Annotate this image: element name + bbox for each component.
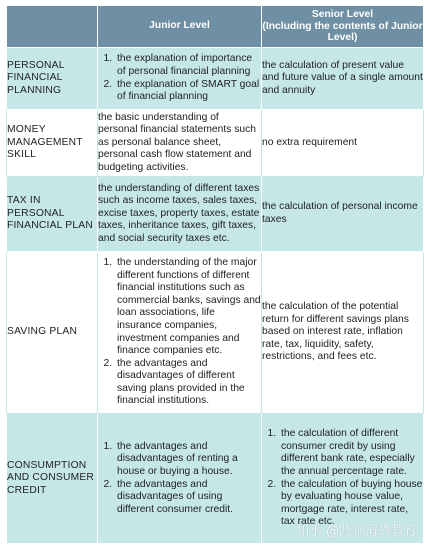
senior-cell: no extra requirement [262, 110, 424, 177]
table-row [7, 252, 424, 414]
list-item: 1. the calculation of different consumer credit by using different bank rate, especially the annual percentage rate. [279, 428, 423, 478]
header-senior-text: Senior Level (Including the contents of Junior Level) [262, 9, 423, 44]
senior-cell: the calculation of the potential return for different savings plans based on interest rate, inflation rate, tax, liquidity, safety, restrictions, and fees etc. [262, 252, 424, 414]
junior-list [98, 257, 261, 408]
list-item: 1. the understanding of the major different functions of different financial institutions such as commercial banks, savings and loan associations, life insurance companies, investment companies and finance companies etc. [115, 257, 261, 358]
table-row [7, 177, 424, 252]
topic-cell: SAVING PLAN [7, 252, 98, 414]
header-junior-level: Junior Level [98, 6, 262, 48]
senior-cell: the calculation of present value and future value of a single amount and annuity [262, 48, 424, 110]
senior-cell: the calculation of personal income taxes [262, 177, 424, 252]
topic-cell: TAX IN PERSONAL FINANCIAL PLAN [7, 177, 98, 252]
topic-cell: PERSONAL FINANCIAL PLANNING [7, 48, 98, 110]
junior-list [98, 53, 261, 103]
list-item: 2. the calculation of buying house by evaluating house value, mortgage rate, interest rate, tax rate etc. [279, 479, 423, 529]
topic-cell: MONEY MANAGEMENT SKILL [7, 110, 98, 177]
watermark: 知乎 @跨领海外教育 [296, 524, 418, 539]
header-senior-level [262, 6, 424, 48]
list-item: 2. the advantages and disadvantages of using different consumer credit. [115, 479, 261, 517]
topic-cell: CONSUMPTION AND CONSUMER CREDIT [7, 414, 98, 544]
junior-cell [98, 252, 262, 414]
table-row [7, 48, 424, 110]
list-item: 2. the advantages and disadvantages of different saving plans provided in the financial institutions. [115, 358, 261, 408]
junior-cell: the basic understanding of personal financial statements such as personal balance sheet, personal cash flow statement and budgeting activities. [98, 110, 262, 177]
junior-list [98, 441, 261, 517]
junior-cell: the understanding of different taxes such as income taxes, sales taxes, excise taxes, property taxes, estate taxes, inheritance taxes, gift taxes, and social security taxes etc. [98, 177, 262, 252]
list-item: 1. the advantages and disadvantages of renting a house or buying a house. [115, 441, 261, 479]
table-row [7, 110, 424, 177]
syllabus-table [6, 5, 424, 544]
junior-cell [98, 48, 262, 110]
list-item: 1. the explanation of importance of personal financial planning [115, 53, 261, 78]
list-item: 2. the explanation of SMART goal of financial planning [115, 79, 261, 104]
header-topic [7, 6, 98, 48]
header-row [7, 6, 424, 48]
senior-list [262, 428, 423, 529]
junior-cell [98, 414, 262, 544]
